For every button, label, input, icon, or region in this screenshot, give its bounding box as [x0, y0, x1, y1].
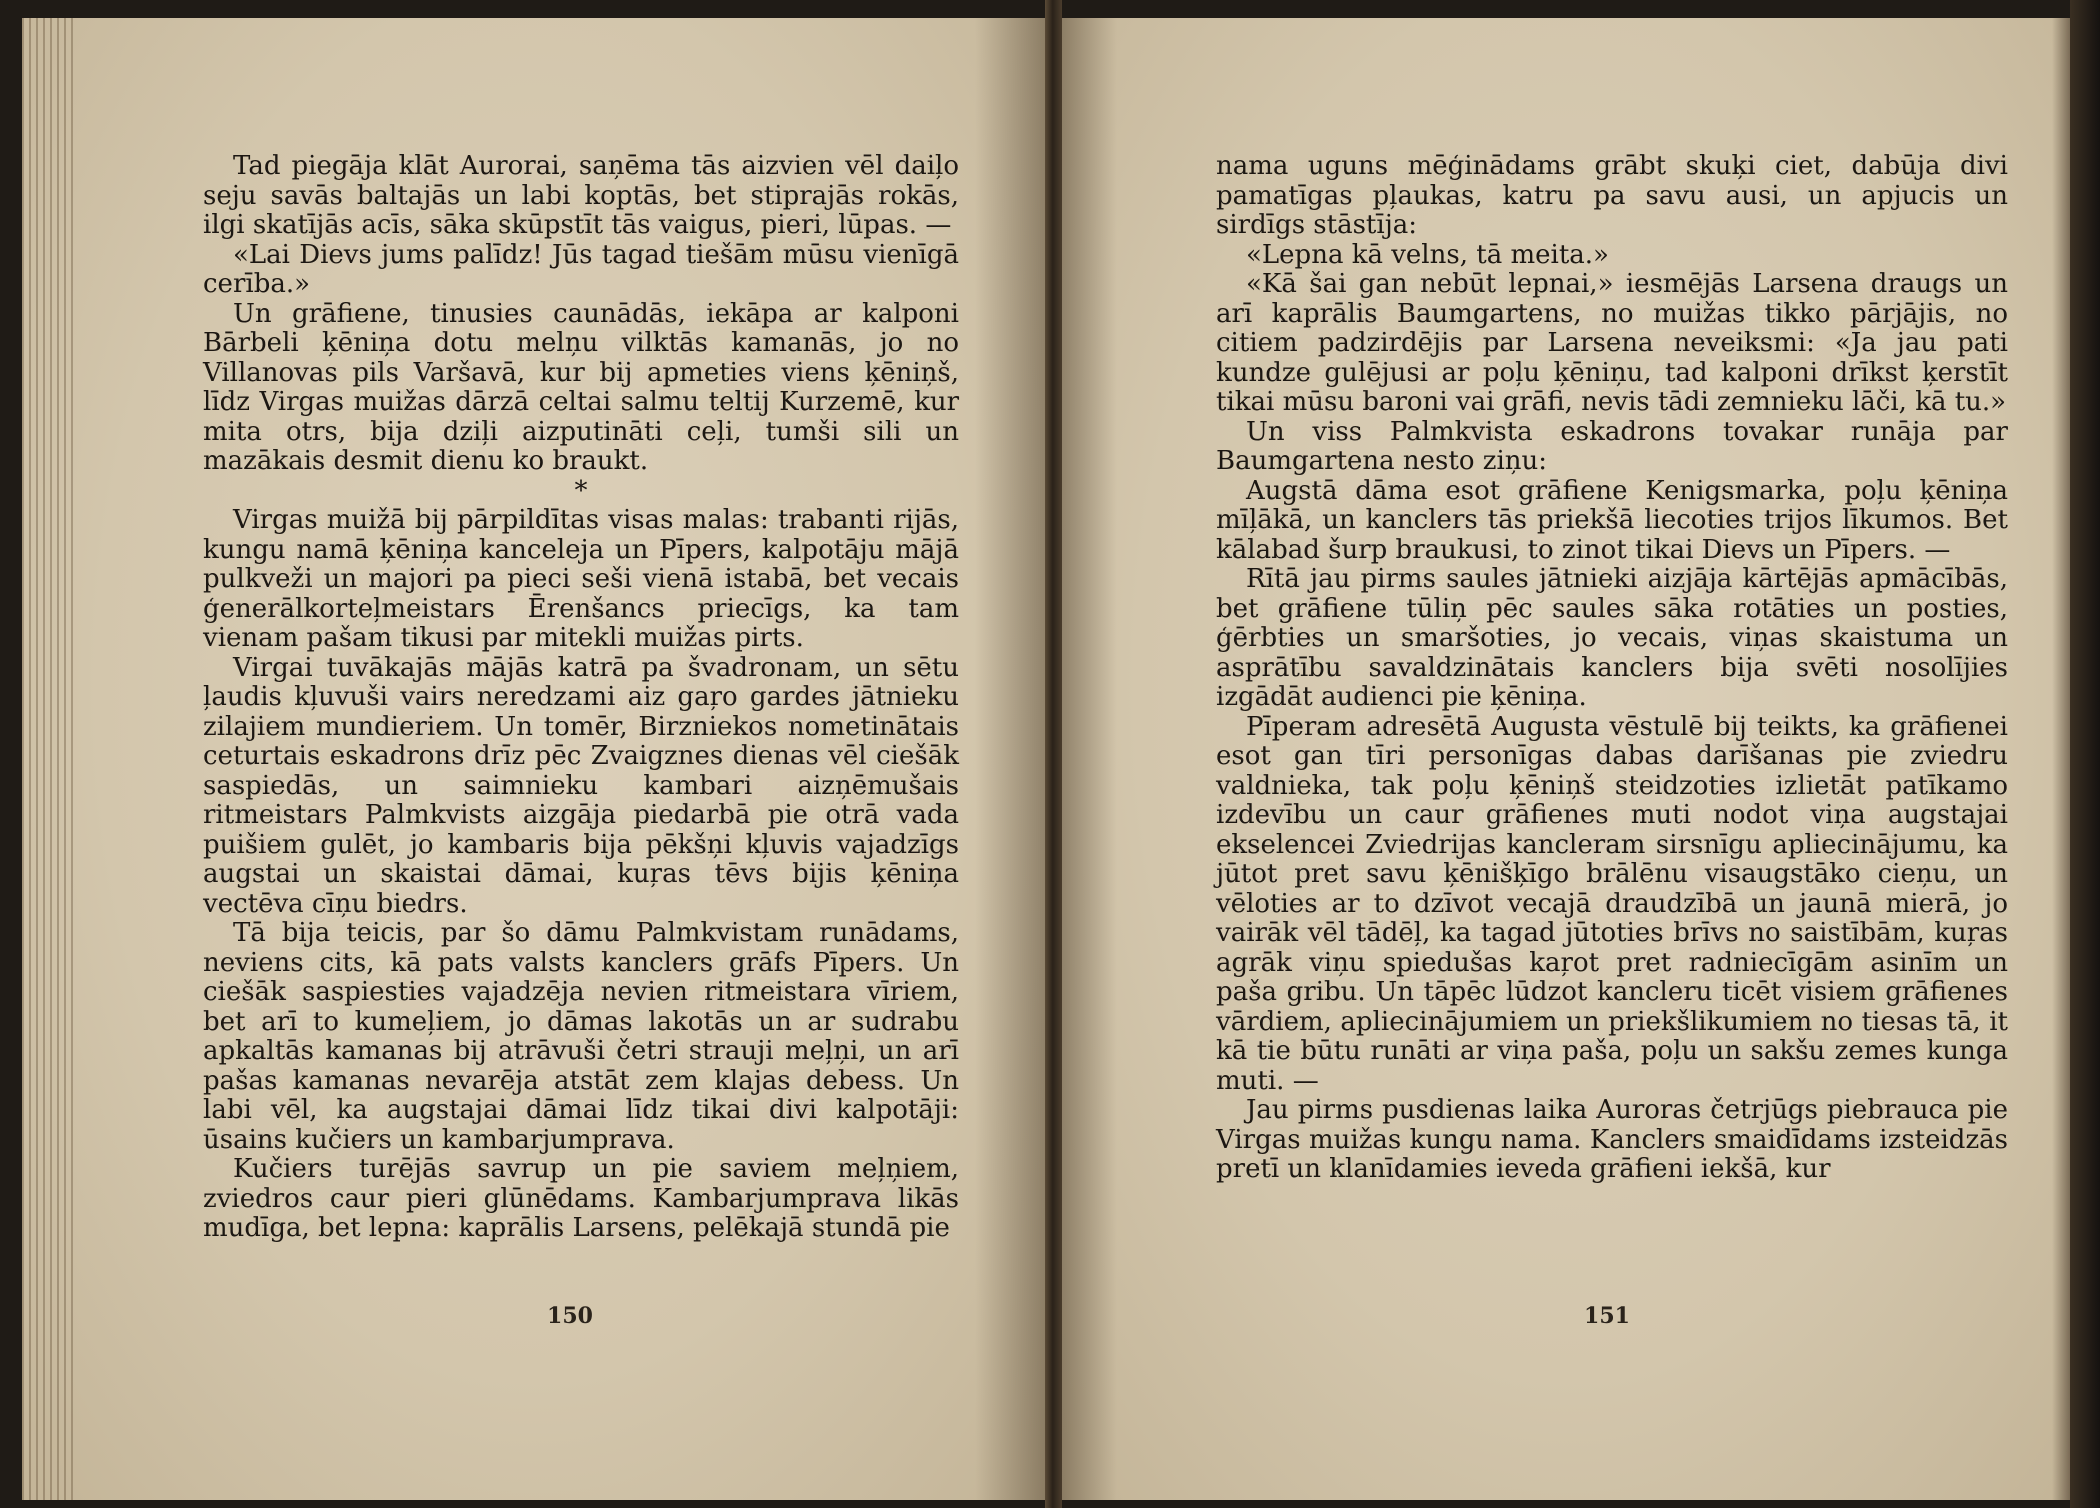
section-divider: *: [574, 475, 588, 506]
left-page-text: [203, 152, 959, 1244]
right-page: [1062, 18, 2070, 1500]
paragraph: Un viss Palmkvista eskadrons tovakar runāja par Baumgartena nesto ziņu:: [1216, 416, 2008, 476]
left-page: [22, 18, 1045, 1500]
paragraph: Augstā dāma esot grāfiene Kenigsmarka, poļu ķēniņa mīļākā, un kanclers tās priekšā liecoties trijos līkumos. Bet kālabad šurp braukusi, to zinot tikai Dievs un Pīpers. —: [1216, 475, 2008, 565]
paragraph: Tā bija teicis, par šo dāmu Palmkvistam runādams, neviens cits, kā pats valsts kanclers grāfs Pīpers. Un ciešāk saspiesties vajadzēja nevien ritmeistara vīriem, bet arī to kumeļiem, jo dāmas lakotās un ar sudrabu apkaltās kamanas bij atrāvuši četri strauji meļņi, un arī pašas kamanas nevarēja atstāt zem klajas debess. Un labi vēl, ka augstajai dāmai līdz tikai divi kalpotāji: ūsains kučiers un kambarjumprava.: [203, 918, 959, 1155]
paragraph: «Kā šai gan nebūt lepnai,» iesmējās Larsena draugs un arī kaprālis Baumgartens, no muižas tikko pārjājis, no citiem padzirdējis par Larsena neveiksmi: «Ja jau pati kundze gulējusi ar poļu ķēniņu, tad kalponi drīkst ķerstīt tikai mūsu baroni vai grāfi, nevis tādi zemnieku lāči, kā tu.»: [1216, 269, 2008, 417]
paragraph: «Lai Dievs jums palīdz! Jūs tagad tiešām mūsu vienīgā cerība.»: [203, 239, 959, 299]
page-number: 151: [1584, 1303, 1630, 1329]
paragraph: Un grāfiene, tinusies caunādās, iekāpa ar kalponi Bārbeli ķēniņa dotu melņu vilktās kamanās, jo no Villanovas pils Varšavā, kur bij apmeties viens ķēniņš, līdz Virgas muižas dārzā celtai salmu teltij Kurzemē, kur mita otrs, bija dziļi aizputināti ceļi, tumši sili un mazākais desmit dienu ko braukt.: [203, 298, 959, 476]
paragraph: Rītā jau pirms saules jātnieki aizjāja kārtējās apmācībās, bet grāfiene tūliņ pēc saules sāka rotāties un posties, ģērbties un smaršoties, jo vecais, viņas skaistuma un asprātību savaldzinātais kanclers bija svēti nosolījies izgādāt audienci pie ķēniņa.: [1216, 564, 2008, 712]
paragraph: «Lepna kā velns, tā meita.»: [1246, 239, 1609, 270]
book-gutter: [1045, 0, 1062, 1508]
paragraph: Virgas muižā bij pārpildītas visas malas: trabanti rijās, kungu namā ķēniņa kanceleja un Pīpers, kalpotāju mājā pulkveži un majori pa pieci seši vienā istabā, bet vecais ģenerālkorteļmeistars Ērenšancs priecīgs, ka tam vienam pašam tikusi par mitekli muižas pirts.: [203, 505, 959, 653]
book-cover-edge: [2070, 0, 2100, 1508]
paragraph: Tad piegāja klāt Aurorai, saņēma tās aizvien vēl daiļo seju savās baltajās un labi koptās, bet stiprajās rokās, ilgi skatījās acīs, sāka skūpstīt tās vaigus, pieri, lūpas. —: [203, 151, 959, 240]
paragraph: nama uguns mēģinādams grābt skuķi ciet, dabūja divi pamatīgas pļaukas, katru pa savu ausi, un apjucis un sirdīgs stāstīja:: [1216, 151, 2008, 240]
right-page-text: [1216, 152, 2008, 1185]
paragraph: Jau pirms pusdienas laika Auroras četrjūgs piebrauca pie Virgas muižas kungu nama. Kanclers smaidīdams izsteidzās pretī un klanīdamies ieveda grāfieni iekšā, kur: [1216, 1095, 2008, 1184]
paragraph: Virgai tuvākajās mājās katrā pa švadronam, un sētu ļaudis kļuvuši vairs neredzami aiz gaŗo gardes jātnieku zilajiem mundieriem. Un tomēr, Birzniekos nometinātais ceturtais eskadrons drīz pēc Zvaigznes dienas vēl ciešāk saspiedās, un saimnieku kambari aizņēmušais ritmeistars Palmkvists aizgāja piedarbā pie otrā vada puišiem gulēt, jo kambaris bija pēkšņi kļuvis vajadzīgs augstai un skaistai dāmai, kuŗas tēvs bijis ķēniņa vectēva cīņu biedrs.: [203, 652, 959, 919]
page-number: 150: [547, 1303, 593, 1329]
paragraph: Pīperam adresētā Augusta vēstulē bij teikts, ka grāfienei esot gan tīri personīgas dabas darīšanas pie zviedru valdnieka, tak poļu ķēniņš steidzoties izlietāt patīkamo izdevību un caur grāfienes muti nodot viņa augstajai ekselencei Zviedrijas kancleram sirsnīgu apliecinājumu, ka jūtot pret savu ķēnišķīgo brālēnu visaugstāko cieņu, un vēloties ar to dzīvot vecajā draudzībā un jaunā mierā, jo vairāk vēl tādēļ, ka tagad jūtoties brīvs no saistībām, kuŗas agrāk viņu spiedušas kaŗot pret radniecīgām asinīm un paša gribu. Un tāpēc lūdzot kancleru ticēt visiem grāfienes vārdiem, apliecinājumiem un priekšlikumiem no tiesas tā, it kā tie būtu runāti ar viņa paša, poļu un sakšu zemes kunga muti. —: [1216, 711, 2008, 1096]
paragraph: Kučiers turējās savrup un pie saviem meļņiem, zviedros caur pieri glūnēdams. Kambarjumprava likās mudīga, bet lepna: kaprālis Larsens, pelēkajā stundā pie: [203, 1154, 959, 1243]
